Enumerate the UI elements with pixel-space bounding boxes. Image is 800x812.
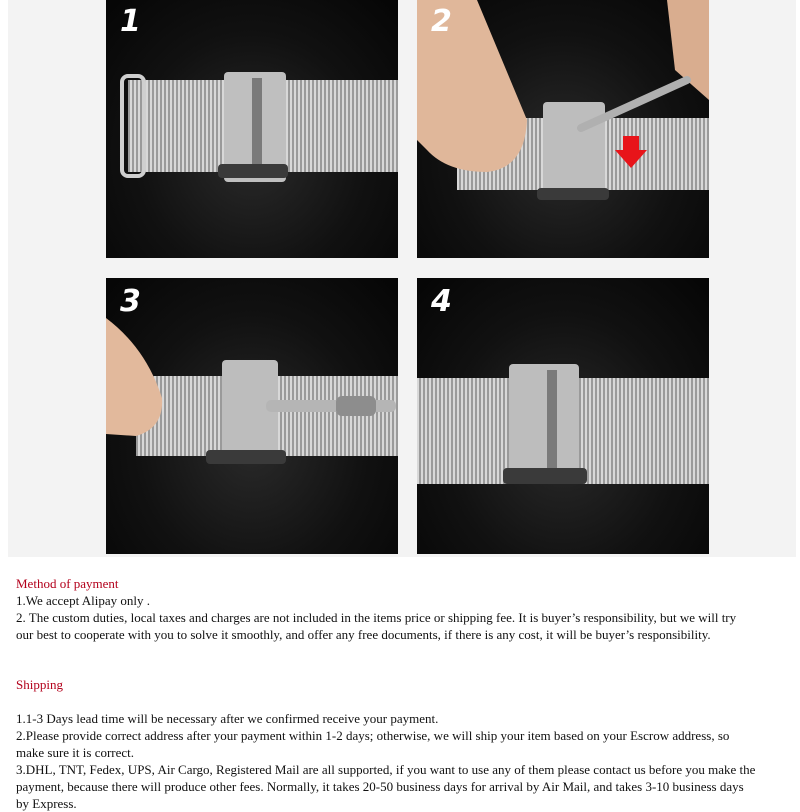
step-2-photo [417,0,709,258]
shipping-line-3: 3.DHL, TNT, Fedex, UPS, Air Cargo, Registered Mail are all supported, if you want to use any of them please contact us before you make the payment, because there will produce other fees. Normally, it takes 20-50 business days for arrival by Air Mail, and takes 3-10 business days by Express. [16,762,756,811]
payment-section [16,575,756,643]
mesh-band-tool-illustration [417,0,709,258]
payment-heading: Method of payment [16,576,119,591]
shipping-heading: Shipping [16,677,63,692]
payment-line-2: 2. The custom duties, local taxes and charges are not included in the items price or shipping fee. It is buyer’s responsibility, but we will try our best to cooperate with you to solve it smoothly, and offer any free documents, if there is any cost, it will be buyer’s responsibility. [16,610,737,642]
step-3-photo [106,278,398,554]
mesh-band-buckle-illustration [106,0,398,258]
mesh-band-assembled-illustration [417,278,709,554]
shipping-section [16,676,756,812]
step-1-number: 1 [120,4,140,39]
payment-line-1: 1.We accept Alipay only . [16,593,150,608]
step-1-photo [106,0,398,258]
step-3-number: 3 [120,284,140,319]
shipping-line-2: 2.Please provide correct address after your payment within 1-2 days; otherwise, we will ship your item based on your Escrow address, so make sure it is correct. [16,728,730,760]
step-4-photo [417,278,709,554]
step-2-number: 2 [431,4,451,39]
mesh-band-pin-illustration [106,278,398,554]
shipping-line-1: 1.1-3 Days lead time will be necessary after we confirmed receive your payment. [16,711,439,726]
step-4-number: 4 [431,284,451,319]
